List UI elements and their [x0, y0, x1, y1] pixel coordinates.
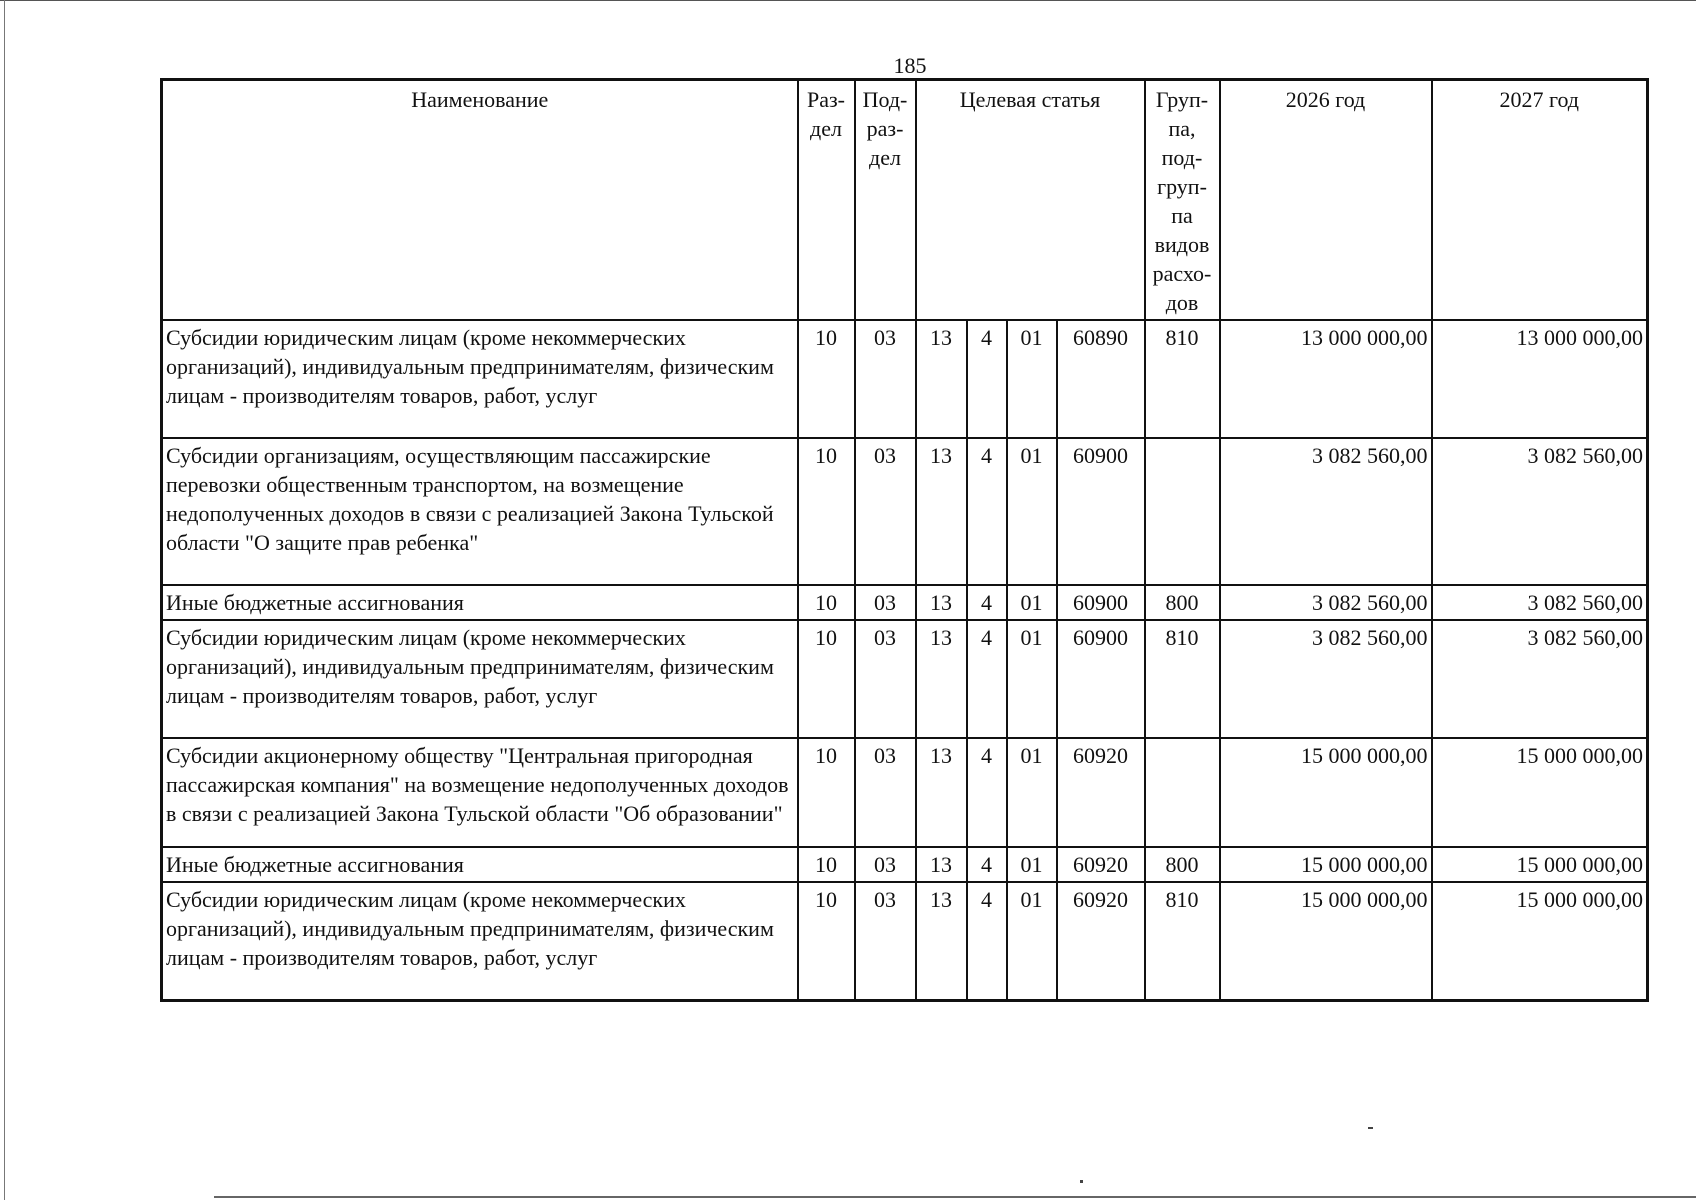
row-target-subprogram-cell: 01 — [1007, 847, 1057, 882]
row-amount-2027-cell: 3 082 560,00 — [1432, 585, 1648, 620]
row-target-subprogram-cell: 01 — [1007, 438, 1057, 585]
row-target-program-cell: 13 — [916, 320, 967, 438]
row-name-cell: Иные бюджетные ассигнования — [162, 585, 798, 620]
row-target-direction-cell: 60890 — [1057, 320, 1145, 438]
row-section-cell: 10 — [798, 320, 855, 438]
row-target-program-cell: 13 — [916, 438, 967, 585]
row-subsection-cell: 03 — [855, 847, 916, 882]
row-section-cell: 10 — [798, 738, 855, 847]
row-expense-group-cell: 810 — [1145, 882, 1220, 1000]
row-section-cell: 10 — [798, 882, 855, 1000]
row-target-type-cell: 4 — [967, 847, 1007, 882]
table-row — [162, 738, 1648, 847]
header-year-2027: 2027 год — [1432, 80, 1648, 321]
row-target-direction-cell: 60920 — [1057, 847, 1145, 882]
table-row — [162, 882, 1648, 1000]
row-target-direction-cell: 60900 — [1057, 585, 1145, 620]
table-row — [162, 438, 1648, 585]
row-target-type-cell: 4 — [967, 585, 1007, 620]
row-target-type-cell: 4 — [967, 738, 1007, 847]
row-expense-group-cell: 810 — [1145, 320, 1220, 438]
row-subsection-cell: 03 — [855, 738, 916, 847]
row-target-type-cell: 4 — [967, 882, 1007, 1000]
scan-edge-bottom — [214, 1196, 1696, 1198]
header-section: Раз- дел — [798, 80, 855, 321]
row-section-cell: 10 — [798, 438, 855, 585]
row-amount-2026-cell: 15 000 000,00 — [1220, 847, 1432, 882]
row-section-cell: 10 — [798, 585, 855, 620]
row-target-subprogram-cell: 01 — [1007, 738, 1057, 847]
row-amount-2026-cell: 3 082 560,00 — [1220, 585, 1432, 620]
row-target-subprogram-cell: 01 — [1007, 882, 1057, 1000]
row-amount-2026-cell: 3 082 560,00 — [1220, 620, 1432, 738]
row-target-direction-cell: 60900 — [1057, 438, 1145, 585]
row-target-subprogram-cell: 01 — [1007, 585, 1057, 620]
budget-table — [160, 78, 1649, 1002]
table-row — [162, 847, 1648, 882]
row-amount-2026-cell: 13 000 000,00 — [1220, 320, 1432, 438]
page-number: 185 — [893, 53, 927, 78]
row-target-program-cell: 13 — [916, 585, 967, 620]
row-name-cell: Субсидии юридическим лицам (кроме некоммерческих организаций), индивидуальным предпринимателям, физическим лицам - производителям товаров, работ, услуг — [162, 620, 798, 738]
row-subsection-cell: 03 — [855, 585, 916, 620]
row-target-subprogram-cell: 01 — [1007, 320, 1057, 438]
scan-speck — [1080, 1180, 1083, 1183]
row-subsection-cell: 03 — [855, 620, 916, 738]
row-target-direction-cell: 60920 — [1057, 882, 1145, 1000]
row-name-cell: Субсидии организациям, осуществляющим пассажирские перевозки общественным транспортом, на возмещение недополученных доходов в связи с реализацией Закона Тульской области "О защите прав ребенка" — [162, 438, 798, 585]
row-amount-2027-cell: 3 082 560,00 — [1432, 620, 1648, 738]
row-target-subprogram-cell: 01 — [1007, 620, 1057, 738]
row-subsection-cell: 03 — [855, 882, 916, 1000]
table-row — [162, 585, 1648, 620]
row-amount-2027-cell: 13 000 000,00 — [1432, 320, 1648, 438]
header-subsection: Под- раз- дел — [855, 80, 916, 321]
row-amount-2026-cell: 15 000 000,00 — [1220, 738, 1432, 847]
row-name-cell: Субсидии юридическим лицам (кроме некоммерческих организаций), индивидуальным предпринимателям, физическим лицам - производителям товаров, работ, услуг — [162, 320, 798, 438]
row-name-cell: Субсидии юридическим лицам (кроме некоммерческих организаций), индивидуальным предпринимателям, физическим лицам - производителям товаров, работ, услуг — [162, 882, 798, 1000]
header-expense-group: Груп- па, под- груп- па видов расхо- дов — [1145, 80, 1220, 321]
row-expense-group-cell: 800 — [1145, 585, 1220, 620]
row-target-program-cell: 13 — [916, 620, 967, 738]
row-amount-2027-cell: 3 082 560,00 — [1432, 438, 1648, 585]
row-amount-2027-cell: 15 000 000,00 — [1432, 738, 1648, 847]
row-target-direction-cell: 60920 — [1057, 738, 1145, 847]
row-target-program-cell: 13 — [916, 882, 967, 1000]
row-target-program-cell: 13 — [916, 738, 967, 847]
scan-edge-left — [4, 0, 5, 1200]
header-name: Наименование — [162, 80, 798, 321]
row-target-direction-cell: 60900 — [1057, 620, 1145, 738]
row-target-type-cell: 4 — [967, 620, 1007, 738]
row-expense-group-cell — [1145, 738, 1220, 847]
table-row — [162, 620, 1648, 738]
row-target-program-cell: 13 — [916, 847, 967, 882]
header-target-article: Целевая статья — [916, 80, 1145, 321]
row-name-cell: Субсидии акционерному обществу "Центральная пригородная пассажирская компания" на возмещение недополученных доходов в связи с реализацией Закона Тульской области "Об образовании" — [162, 738, 798, 847]
row-expense-group-cell: 810 — [1145, 620, 1220, 738]
table-row — [162, 320, 1648, 438]
header-year-2026: 2026 год — [1220, 80, 1432, 321]
table-body — [162, 320, 1648, 1000]
row-target-type-cell: 4 — [967, 438, 1007, 585]
row-amount-2026-cell: 15 000 000,00 — [1220, 882, 1432, 1000]
row-amount-2027-cell: 15 000 000,00 — [1432, 847, 1648, 882]
row-target-type-cell: 4 — [967, 320, 1007, 438]
scan-speck — [1368, 1127, 1373, 1129]
row-subsection-cell: 03 — [855, 320, 916, 438]
row-subsection-cell: 03 — [855, 438, 916, 585]
row-amount-2027-cell: 15 000 000,00 — [1432, 882, 1648, 1000]
row-section-cell: 10 — [798, 847, 855, 882]
row-expense-group-cell — [1145, 438, 1220, 585]
row-section-cell: 10 — [798, 620, 855, 738]
row-name-cell: Иные бюджетные ассигнования — [162, 847, 798, 882]
row-amount-2026-cell: 3 082 560,00 — [1220, 438, 1432, 585]
scan-edge-top — [0, 0, 1696, 1]
row-expense-group-cell: 800 — [1145, 847, 1220, 882]
header-row — [162, 80, 1648, 321]
